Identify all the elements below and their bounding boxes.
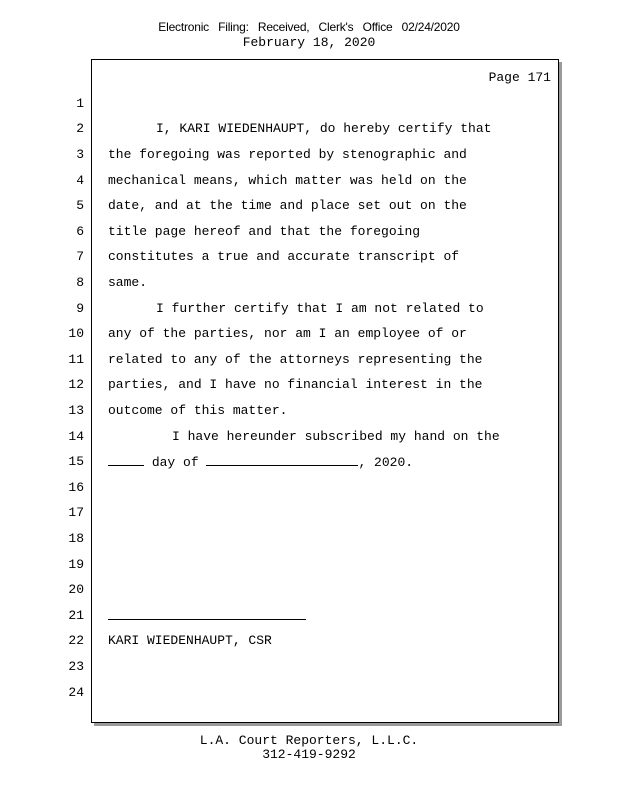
line-number: 2: [76, 121, 84, 136]
certification-line: title page hereof and that the foregoing: [108, 224, 421, 239]
reporting-company: L.A. Court Reporters, L.L.C.: [199, 733, 419, 748]
line-number: 18: [68, 531, 84, 546]
line-number: 17: [68, 505, 84, 520]
line-number: 22: [68, 633, 84, 648]
transcript-date: February 18, 2020: [242, 35, 376, 50]
line-number: 3: [76, 147, 84, 162]
line-number: 12: [68, 377, 84, 392]
line-number: 24: [68, 685, 84, 700]
company-phone: 312-419-9292: [262, 747, 356, 762]
certification-line: related to any of the attorneys representing the: [108, 352, 483, 367]
line-number: 4: [76, 173, 84, 188]
certification-line: outcome of this matter.: [108, 403, 288, 418]
certification-line: I have hereunder subscribed my hand on the: [172, 429, 500, 444]
line-number: 19: [68, 557, 84, 572]
line-number: 21: [68, 608, 84, 623]
day-of-text: day of: [151, 455, 199, 470]
certification-line: parties, and I have no financial interest in the: [108, 377, 483, 392]
line-number: 9: [76, 301, 84, 316]
day-blank: [108, 454, 144, 466]
certification-line: constitutes a true and accurate transcript of: [108, 249, 460, 264]
line-number: 5: [76, 198, 84, 213]
signature-line: [108, 619, 306, 620]
line-number: 23: [68, 659, 84, 674]
line-number: 8: [76, 275, 84, 290]
month-blank: [206, 454, 358, 466]
certification-line: date, and at the time and place set out on the: [108, 198, 467, 213]
certification-line: the foregoing was reported by stenographic and: [108, 147, 467, 162]
line-number: 16: [68, 480, 84, 495]
line-number: 20: [68, 582, 84, 597]
certification-line: same.: [108, 275, 148, 290]
certification-line: I further certify that I am not related to: [156, 301, 484, 316]
line-number: 1: [76, 96, 84, 111]
line-number: 7: [76, 249, 84, 264]
line-number: 10: [68, 326, 84, 341]
electronic-filing-stamp: Electronic Filing: Received, Clerk's Office 02/24/2020: [158, 20, 460, 34]
year-text: , 2020.: [358, 455, 414, 470]
certification-line: any of the parties, nor am I an employee of or: [108, 326, 467, 341]
line-number: 6: [76, 224, 84, 239]
certification-line: I, KARI WIEDENHAUPT, do hereby certify that: [156, 121, 492, 136]
line-number: 11: [68, 352, 84, 367]
certification-line: mechanical means, which matter was held on the: [108, 173, 467, 188]
line-number: 15: [68, 454, 84, 469]
page-number: Page 171: [488, 70, 551, 85]
line-number: 13: [68, 403, 84, 418]
signature-date-line: [108, 454, 413, 470]
line-number: 14: [68, 429, 84, 444]
reporter-name: KARI WIEDENHAUPT, CSR: [108, 633, 272, 648]
